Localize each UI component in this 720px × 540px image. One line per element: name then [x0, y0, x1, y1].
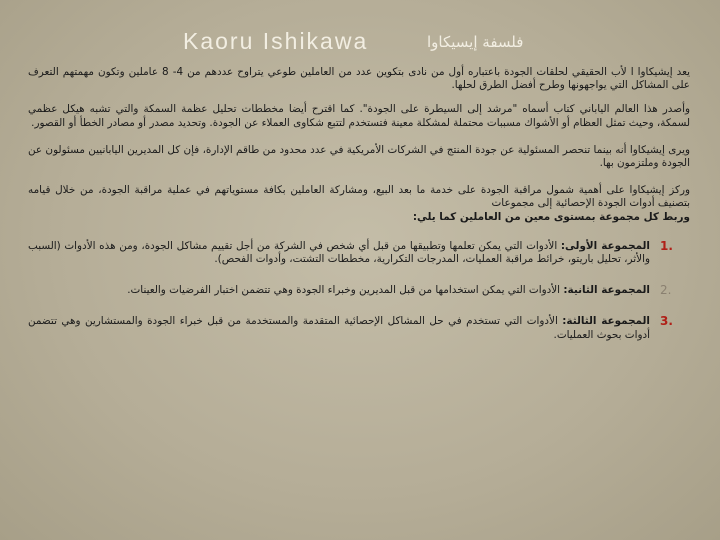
list-number: 2.	[660, 283, 672, 298]
list-label: المجموعة الثالثة:	[562, 315, 650, 328]
slide-title	[0, 28, 720, 64]
list-number: 1.	[660, 238, 673, 253]
paragraph-focus: وركز إيشيكاوا على أهمية شمول مراقبة الجودة على خدمة ما بعد البيع، ومشاركة العاملين بكافة مستوياتهم في عملية مراقبة الجودة، من خلال قيامه بتصنيف أدوات الجودة الإحصائية إلى مجموعات	[28, 184, 690, 210]
title-arabic: فلسفة إيسيكاوا	[427, 33, 524, 51]
paragraph-intro: يعد إيشيكاوا ا لأب الحقيقي لحلقات الجودة باعتباره أول من نادى بتكوين عدد من العاملين طوعي يتراوح عددهم من 4- 8 عاملين وتكون مهمتهم التعرف على المشاكل التي يواجهونها وطرح أفضل الطرق لحلها.	[28, 66, 690, 92]
list-label: المجموعة الثانية:	[563, 284, 650, 297]
list-number: 3.	[660, 314, 673, 329]
title-english: Kaoru Ishikawa	[183, 28, 369, 54]
slide-body	[28, 66, 690, 360]
paragraph-fishbone: وأصدر هذا العالم الياباني كتاب أسماه "مرشد إلى السيطرة على الجودة". كما اقترح أيضا مخططات تحليل عظمة السمكة والتي تشبه هيكل عظمي لسمكة، وحيث تمثل العظام أو الأشواك مسببات محتملة لمشكلة معينة فتستخدم لتتبع شكاوى العملاء عن الجودة. وتحديد مصدر أو مصادر الخطأ أو القصور.	[28, 103, 690, 129]
list-description: الأدوات التي يمكن تعلمها وتطبيقها من قبل أي شخص في الشركة من أجل تقييم مشاكل الجودة، ومن هذه الأدوات (السبب والأثر، تحليل باريتو، خرائط مراقبة العمليات، المدرجات التكرارية، مخططات التشتت، وأدوات الفحص).	[28, 239, 650, 266]
paragraph-groups-intro: وربط كل مجموعة بمستوى معين من العاملين كما يلي:	[412, 210, 690, 223]
list-item-group-2	[28, 284, 690, 297]
list-description: الأدوات التي يمكن استخدامها من قبل المديرين وخبراء الجودة وهي تتضمن اختبار الفرضيات والعينات.	[127, 284, 564, 297]
list-item-group-1	[28, 240, 690, 266]
list-item-group-3	[28, 315, 690, 341]
list-label: المجموعة الأولى:	[560, 239, 650, 252]
paragraph-responsibility: ويرى إيشيكاوا أنه بينما تنحصر المسئولية عن جودة المنتج في الشركات الأمريكية في عدد محدود من طاقم الإدارة، فإن كل المديرين اليابانيين مسئولون عن الجودة وملتزمون بها.	[28, 143, 690, 170]
list-description: الأدوات التي تستخدم في حل المشاكل الإحصائية المتقدمة والمستخدمة من قبل خبراء الجودة والمستشارين وهي تتضمن أدوات بحوث العمليات.	[28, 315, 650, 341]
